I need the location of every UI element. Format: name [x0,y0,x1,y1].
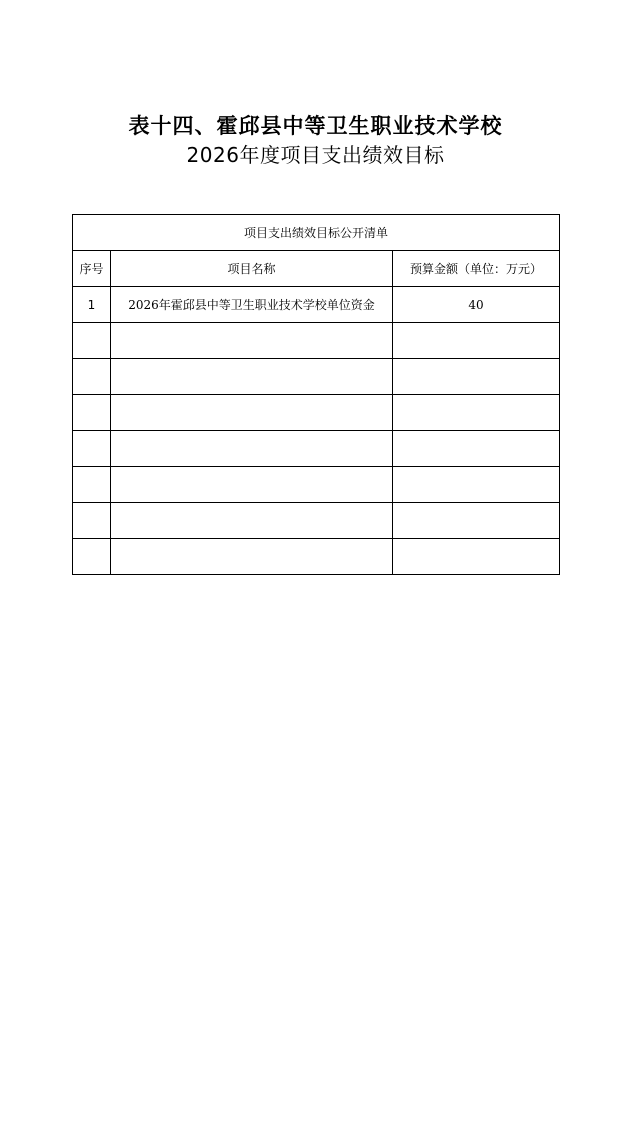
row-project-name-cell [111,467,393,503]
header-project-name: 项目名称 [111,251,393,287]
performance-target-table [72,214,560,575]
table-row [73,467,560,503]
row-index-cell [73,539,111,575]
document-subtitle: 2026年度项目支出绩效目标 [186,143,445,167]
row-index-cell [73,431,111,467]
table-row [73,323,560,359]
row-budget-cell: 40 [393,287,560,323]
row-budget-cell [393,323,560,359]
header-index: 序号 [73,251,111,287]
row-project-name-cell [111,503,393,539]
document-title: 表十四、霍邱县中等卫生职业技术学校 [128,114,503,138]
row-budget-cell [393,395,560,431]
row-project-name-cell [111,323,393,359]
row-project-name-cell [111,359,393,395]
row-index-cell [73,323,111,359]
row-index-cell [73,395,111,431]
table-row [73,287,560,323]
header-budget: 预算金额（单位：万元） [393,251,560,287]
row-budget-cell [393,359,560,395]
table-row [73,431,560,467]
row-budget-cell [393,467,560,503]
row-index-cell [73,503,111,539]
row-project-name-cell [111,539,393,575]
table-header-row [73,251,560,287]
row-project-name-cell: 2026年霍邱县中等卫生职业技术学校单位资金 [111,287,393,323]
table-row [73,539,560,575]
row-project-name-cell [111,395,393,431]
row-index-cell [73,359,111,395]
row-index-cell: 1 [73,287,111,323]
row-index-cell [73,467,111,503]
table-row [73,503,560,539]
row-budget-cell [393,539,560,575]
table-row [73,359,560,395]
row-budget-cell [393,503,560,539]
table-row [73,395,560,431]
row-budget-cell [393,431,560,467]
table-caption: 项目支出绩效目标公开清单 [73,215,560,251]
table-caption-row [73,215,560,251]
row-project-name-cell [111,431,393,467]
